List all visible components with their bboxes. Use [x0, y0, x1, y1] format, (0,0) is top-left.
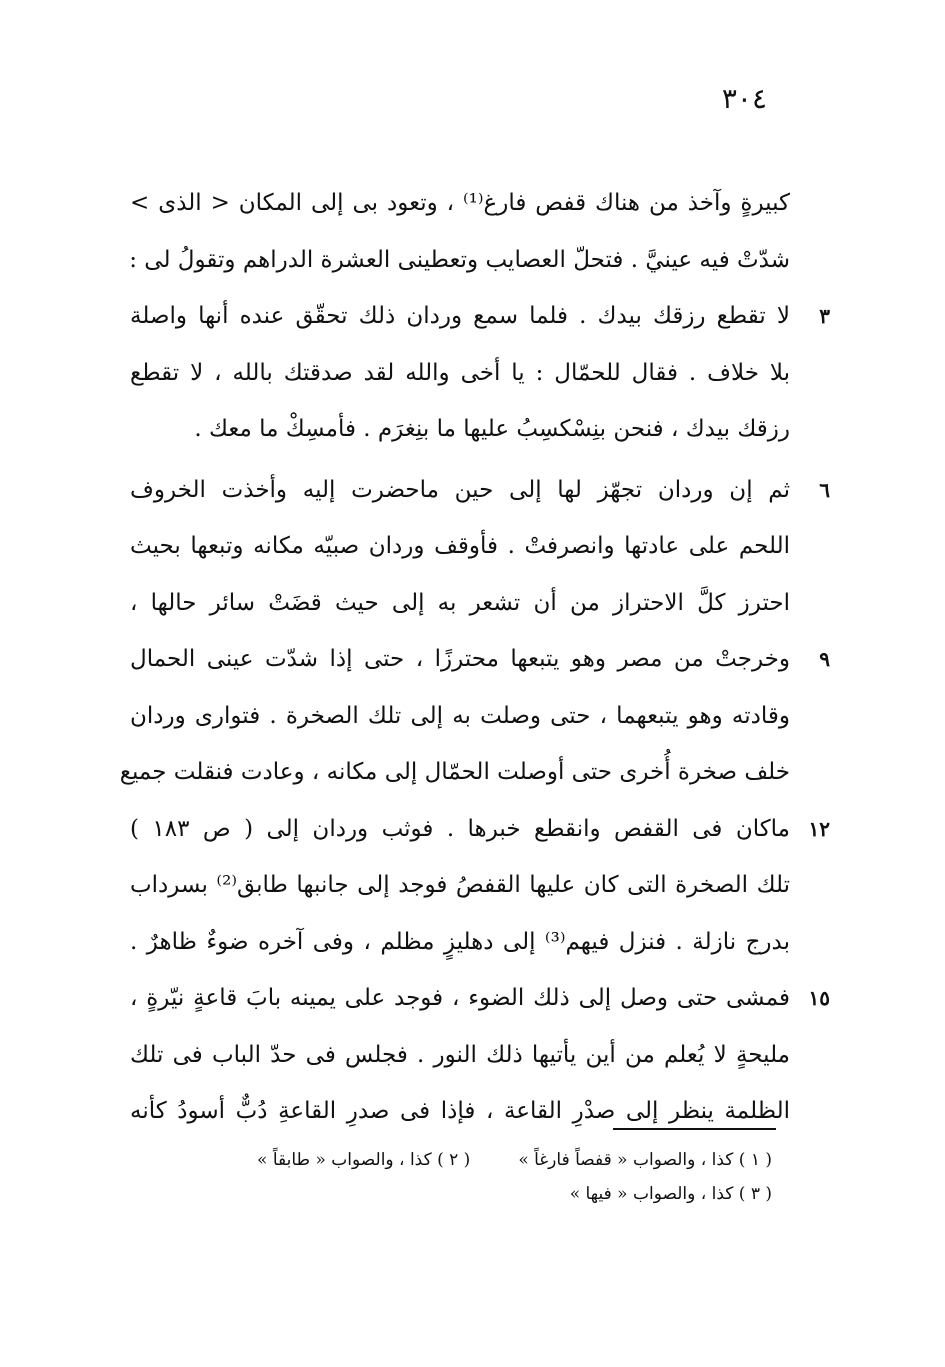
footnote-row: [160, 1177, 772, 1211]
text-line: [130, 518, 790, 575]
footnote: ( ٣ ) كذا ، والصواب « فيها »: [569, 1184, 772, 1204]
text-line: [130, 1027, 790, 1084]
footnote-divider: [613, 1128, 776, 1130]
line-text: شدّتْ فيه عينيَّ . فتحلّ العصايب وتعطينى العشرة الدراهم وتقولُ لى :: [129, 246, 790, 273]
line-number: ٦: [819, 477, 830, 502]
line-text: فمشى حتى وصل إلى ذلك الضوء ، فوجد على يمينه بابَ قاعةٍ نيّرةٍ ،: [130, 985, 790, 1011]
line-text: ثم إن وردان تجهّز لها إلى حين ماحضرت إليه وأخذت الخروف: [130, 476, 790, 503]
text-line: [130, 288, 830, 345]
line-text: بدرج نازلة . فنزل فيهم⁽³⁾ إلى دهليزٍ مظلم ، وفى آخره ضوءٌ ظاهرٌ .: [130, 928, 790, 955]
text-line: [130, 688, 790, 745]
text-line: [130, 970, 830, 1027]
footnote-row: [160, 1143, 772, 1177]
line-number: ١٢: [808, 816, 830, 841]
line-text: رزقك بيدك ، فنحن بنِسْكسِبُ عليها ما بنِغرَم . فأمسِكْ ما معك .: [194, 416, 790, 442]
line-text: وخرجتْ من مصر وهو يتبعها محترزًا ، حتى إذا شدّت عينى الحمال: [130, 646, 790, 672]
line-number: ٣: [819, 304, 830, 328]
body-text: [119, 175, 830, 1140]
line-text: بلا خلاف . فقال للحمّال : يا أخى والله لقد صدقتك بالله ، لا تقطع: [130, 359, 790, 386]
footnote: ( ٢ ) كذا ، والصواب « طابقاً »: [257, 1150, 471, 1170]
line-text: ماكان فى القفص وانقطع خبرها . فوثب وردان إلى ( ص ١٨٣ ): [130, 815, 790, 842]
text-line: [130, 914, 790, 971]
line-number: ٩: [819, 647, 830, 671]
line-text: تلك الصخرة التى كان عليها القفصُ فوجد إلى جانبها طابق⁽²⁾ بسرداب: [130, 872, 790, 898]
text-line: [130, 345, 790, 402]
line-number: ١٥: [808, 986, 830, 1010]
line-text: خلف صخرة أُخرى حتى أوصلت الحمّال إلى مكانه ، وعادت فنقلت جميع: [119, 759, 790, 785]
text-line: [130, 631, 830, 688]
line-text: الظلمة ينظر إلى صدْرِ القاعة ، فإذا فى صدرِ القاعةِ دُبٌّ أسودُ كأنه: [130, 1098, 790, 1124]
text-line: [130, 232, 790, 289]
footnote: ( ١ ) كذا ، والصواب « قفصاً فارغاً »: [518, 1150, 772, 1170]
line-text: مليحةٍ لا يُعلم من أين يأتيها ذلك النور . فجلس فى حدّ الباب فى تلك: [130, 1041, 790, 1068]
page-number: ٣٠٤: [721, 82, 767, 115]
line-text: لا تقطع رزقك بيدك . فلما سمع وردان ذلك تحقّق عنده أنها واصلة: [130, 303, 790, 329]
text-line: [130, 175, 790, 232]
footnotes: [160, 1143, 772, 1211]
text-line: [130, 1083, 790, 1140]
line-text: اللحم على عادتها وانصرفتْ . فأوقف وردان صبيّه مكانه وتبعها بحيث: [130, 533, 790, 559]
text-line: [119, 744, 790, 801]
line-text: احترز كلَّ الاحتراز من أن تشعر به إلى حيث قضَتْ سائر حالها ،: [130, 589, 790, 616]
line-text: كبيرةٍ وآخذ من هناك قفص فارغ⁽¹⁾ ، وتعود بى إلى المكان < الذى >: [130, 190, 790, 216]
text-line: [130, 857, 790, 914]
text-line: [130, 575, 790, 632]
text-line: [130, 401, 790, 458]
line-text: وقادته وهو يتبعهما ، حتى وصلت به إلى تلك الصخرة . فتوارى وردان: [130, 702, 790, 729]
text-line: [130, 462, 830, 519]
text-line: [130, 801, 830, 858]
